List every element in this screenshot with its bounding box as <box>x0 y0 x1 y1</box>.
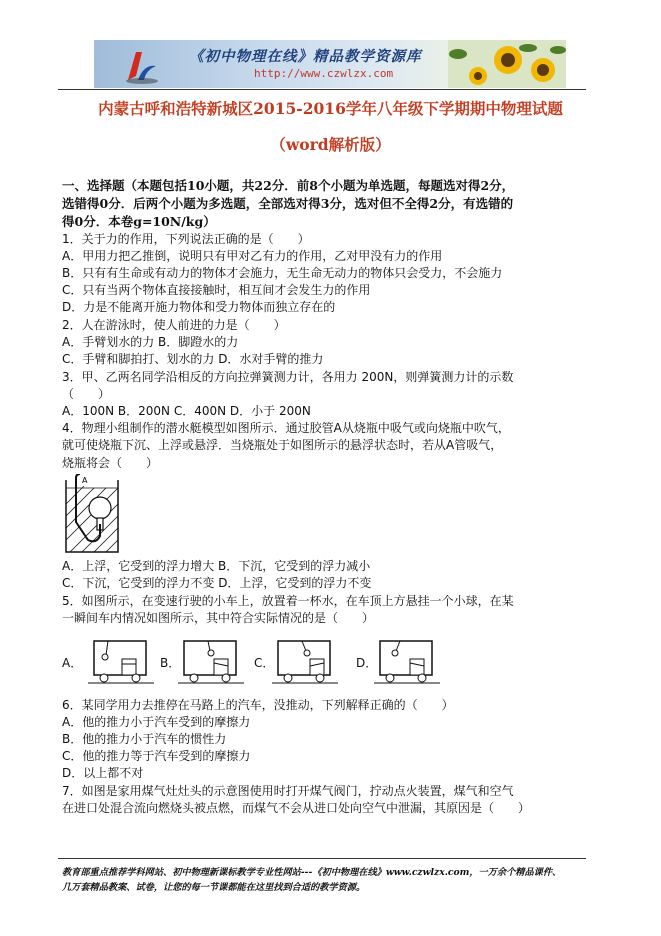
footer-divider <box>58 858 586 859</box>
question-5-option-label: A． <box>62 656 83 670</box>
sunflower-icon <box>448 40 566 88</box>
header-banner <box>94 40 566 88</box>
question-6-stem: 6．某同学用力去推停在马路上的汽车，没推动，下列解释正确的（ ） <box>62 698 454 712</box>
question-1-option: A．甲用力把乙推倒，说明只有甲对乙有力的作用，乙对甲没有力的作用 <box>62 249 443 263</box>
question-2-option: A．手臂划水的力 B．脚蹬水的力 <box>62 335 239 349</box>
question-4-stem: 4．物理小组制作的潜水艇模型如图所示．通过胶管A从烧瓶中吸气或向烧瓶中吹气， <box>62 421 510 435</box>
section-intro-line: 选错得0分．后两个小题为多选题，全部选对得3分，选对但不全得2分，有选错的 <box>62 196 514 211</box>
question-7-stem: 7．如图是家用煤气灶灶头的示意图使用时打开煤气阀门，拧动点火装置，煤气和空气 <box>62 784 514 798</box>
question-1-stem: 1．关于力的作用，下列说法正确的是（ ） <box>62 232 310 246</box>
section-intro-line: 一、选择题（本题包括10小题，共22分．前8个小题为单选题，每题选对得2分， <box>62 178 515 193</box>
header-divider <box>58 89 586 90</box>
question-6-option: C．他的推力等于汽车受到的摩擦力 <box>62 749 251 763</box>
section-intro-line: 得0分．本卷g=10N/kg） <box>62 214 216 229</box>
submarine-model-figure <box>62 474 122 554</box>
question-6-option: A．他的推力小于汽车受到的摩擦力 <box>62 715 251 729</box>
question-5-option-label: D． <box>356 656 378 670</box>
cart-figure-a <box>88 637 154 685</box>
footer-line: 几万套精品教案、试卷，让您的每一节课都能在这里找到合适的教学资源。 <box>62 882 366 893</box>
document-title: 内蒙古呼和浩特新城区2015-2016学年八年级下学期期中物理试题 <box>98 99 563 118</box>
cart-figure-b <box>178 637 244 685</box>
question-2-stem: 2．人在游泳时，使人前进的力是（ ） <box>62 318 286 332</box>
banner-title: 《初中物理在线》精品教学资源库 <box>189 48 422 65</box>
question-4-stem: 烧瓶将会（ ） <box>62 456 159 470</box>
question-4-stem: 就可使烧瓶下沉、上浮或悬浮．当烧瓶处于如图所示的悬浮状态时，若从A管吸气， <box>62 438 503 452</box>
question-1-option: C．只有当两个物体直接接触时，相互间才会发生力的作用 <box>62 283 371 297</box>
question-6-option: D．以上都不对 <box>62 766 144 780</box>
cart-figure-c <box>272 637 338 685</box>
question-3-stem: （ ） <box>62 387 111 401</box>
question-4-option: A．上浮，它受到的浮力增大 B．下沉，它受到的浮力减小 <box>62 559 371 573</box>
question-5-option-label: B． <box>160 656 181 670</box>
question-5-option-label: C． <box>254 656 275 670</box>
site-logo-icon <box>122 46 162 86</box>
question-6-option: B．他的推力小于汽车的惯性力 <box>62 732 227 746</box>
question-1-option: D．力是不能离开施力物体和受力物体而独立存在的 <box>62 300 336 314</box>
question-3-options: A．100N B．200N C．400N D．小于 200N <box>62 404 311 418</box>
question-4-option: C．下沉，它受到的浮力不变 D．上浮，它受到的浮力不变 <box>62 576 372 590</box>
tube-a-label: A <box>82 476 88 485</box>
footer-line: 教育部重点推荐学科网站、初中物理新课标教学专业性网站---《初中物理在线》www.czwlzx.com，一万余个精品课件、 <box>62 867 562 878</box>
question-7-stem: 在进口处混合流向燃烧头被点燃，而煤气不会从进口处向空气中泄漏，其原因是（ ） <box>62 801 531 815</box>
question-5-stem: 一瞬间车内情况如图所示，其中符合实际情况的是（ ） <box>62 611 375 625</box>
document-subtitle: （word解析版） <box>270 135 391 154</box>
cart-figure-d <box>374 637 440 685</box>
question-1-option: B．只有有生命或有动力的物体才会施力，无生命无动力的物体只会受力，不会施力 <box>62 266 503 280</box>
question-3-stem: 3．甲、乙两名同学沿相反的方向拉弹簧测力计，各用力 200N，则弹簧测力计的示数 <box>62 370 514 384</box>
banner-url: http://www.czwlzx.com <box>254 67 394 80</box>
question-2-option: C．手臂和脚拍打、划水的力 D．水对手臂的推力 <box>62 352 324 366</box>
question-5-stem: 5．如图所示，在变速行驶的小车上，放置着一杯水，在车顶上方悬挂一个小球，在某 <box>62 594 514 608</box>
